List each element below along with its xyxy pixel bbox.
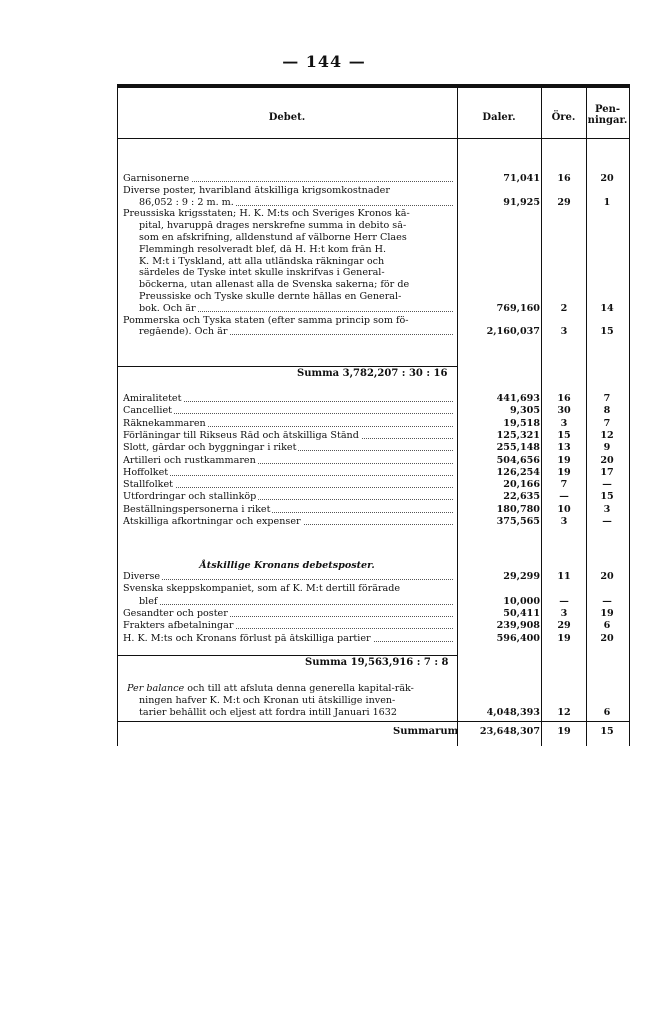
row-daler: 180,780: [496, 503, 540, 515]
balance-text-3: tarier behållit och eljest att fordra intill Januari 1632: [139, 708, 397, 718]
row-ore: 3: [560, 516, 568, 527]
row-label-text: Hoffolket: [123, 467, 169, 478]
leader-dots: [123, 579, 453, 580]
row-label: [139, 268, 453, 278]
row-ore: 3: [560, 607, 568, 619]
row-label-text: Pommerska och Tyska staten (efter samma princip som fö-: [123, 315, 409, 326]
row-daler: 9,305: [509, 405, 540, 417]
table-top-rule: [117, 84, 630, 88]
row-pen: 20: [600, 454, 614, 466]
row-pen: 20: [600, 173, 614, 184]
leader-dots: [123, 475, 453, 476]
row-label: [123, 480, 453, 490]
summa-second: Summa 19,563,916 : 7 : 8: [305, 657, 449, 668]
table-left-rule: [117, 88, 118, 746]
row-pen: 1: [603, 196, 611, 208]
row-label: [123, 505, 453, 515]
row-pen: 17: [600, 466, 614, 478]
row-label-text: Slott, gårdar och byggningar i riket: [123, 443, 297, 454]
balance-penningar: 6: [603, 707, 611, 718]
row-label-text: 86,052 : 9 : 2 m. m.: [139, 197, 234, 208]
row-ore: 19: [557, 466, 571, 478]
summarum-daler: 23,648,307: [479, 726, 540, 737]
row-label: [123, 431, 453, 441]
row-label: [123, 443, 453, 453]
row-label-text: Beställningspersonerna i riket: [123, 504, 271, 515]
row-ore: 2: [560, 302, 568, 314]
row-label-text: H. K. M:ts och Kronans förlust på åtskilliga partier: [123, 633, 371, 644]
row-pen: 20: [600, 632, 614, 644]
row-label-text: Diverse poster, hvaribland åtskilliga krigsomkostnader: [123, 185, 390, 196]
debet-table: [117, 84, 630, 746]
row-label-text: regående). Och är: [139, 327, 228, 338]
row-label: [123, 634, 453, 644]
row-label: [123, 609, 453, 619]
row-daler: 504,656: [496, 454, 540, 466]
header-penningar-2: ningar.: [587, 115, 628, 126]
column-rule-penningar: [586, 88, 587, 746]
row-label: [139, 257, 453, 267]
row-ore: 19: [557, 632, 571, 644]
row-daler: 50,411: [503, 607, 540, 619]
row-ore: 13: [557, 442, 571, 454]
summarum-rule: [117, 721, 630, 722]
summa-second-rule: [117, 655, 457, 656]
row-pen: 7: [603, 417, 611, 429]
row-label-text: Frakters afbetalningar: [123, 621, 234, 632]
row-label-text: Amiralitetet: [123, 394, 182, 404]
balance-daler: 4,048,393: [486, 707, 540, 718]
row-label: [123, 468, 453, 478]
row-daler: 29,299: [503, 571, 540, 582]
header-rule: [117, 138, 630, 139]
row-label-text: blef: [139, 596, 158, 607]
row-label-text: Flemmingh resolveradt blef, då H. H:t kom från H.: [139, 244, 387, 255]
row-label-text: Åtskilliga afkortningar och expenser: [123, 517, 301, 527]
row-label-text: Diverse: [123, 572, 161, 582]
row-label: [123, 209, 453, 219]
summa-first: Summa 3,782,207 : 30 : 16: [297, 368, 448, 379]
row-ore: —: [559, 595, 569, 607]
row-daler: 596,400: [496, 632, 540, 644]
row-label-text: Svenska skeppskompaniet, som af K. M:t dertill förärade: [123, 584, 401, 595]
row-label-text: Räknekammaren: [123, 418, 206, 429]
row-pen: 20: [600, 571, 614, 582]
row-label: [123, 394, 453, 404]
row-pen: —: [602, 479, 612, 491]
row-label: [123, 456, 453, 466]
row-ore: 10: [557, 503, 571, 515]
row-daler: 375,565: [496, 516, 540, 527]
row-daler: 10,000: [503, 595, 540, 607]
row-label-text: bok. Och är: [139, 303, 196, 314]
header-daler: Daler.: [482, 112, 516, 123]
row-ore: 30: [557, 405, 571, 417]
summarum-ore: 19: [557, 726, 571, 737]
row-daler: 20,166: [503, 479, 540, 491]
row-pen: 15: [600, 326, 614, 338]
row-ore: 7: [560, 479, 568, 491]
row-daler: 2,160,037: [486, 326, 540, 338]
row-ore: 19: [557, 454, 571, 466]
row-pen: —: [602, 516, 612, 527]
row-ore: 29: [557, 620, 571, 632]
row-label: [139, 280, 453, 290]
row-label: [139, 198, 453, 208]
row-ore: 11: [557, 571, 571, 582]
row-pen: —: [602, 595, 612, 607]
row-label-text: Garnisonerne: [123, 174, 190, 184]
row-ore: 16: [557, 173, 571, 184]
row-label: [139, 327, 453, 337]
row-pen: 6: [603, 620, 611, 632]
row-label: [139, 304, 453, 314]
row-pen: 14: [600, 302, 614, 314]
row-label: [123, 316, 453, 326]
row-label: [139, 597, 453, 607]
column-rule-ore: [541, 88, 542, 746]
row-label: [139, 221, 453, 231]
summarum-penningar: 15: [600, 726, 614, 737]
row-daler: 441,693: [496, 393, 540, 404]
header-debet: Debet.: [268, 112, 306, 123]
row-label: [139, 245, 453, 255]
row-daler: 239,908: [496, 620, 540, 632]
header-ore: Öre.: [551, 112, 576, 123]
row-label-text: K. M:t i Tyskland, att alla utländska räkningar och: [139, 256, 385, 267]
header-penningar-1: Pen-: [594, 104, 621, 115]
row-ore: —: [559, 491, 569, 503]
balance-italic: Per balance: [127, 684, 185, 694]
subheading-kronans: Åtskillige Kronans debetsposter.: [199, 560, 375, 571]
balance-ore: 12: [557, 707, 571, 718]
row-label: [123, 584, 453, 594]
row-label-text: Stallfolket: [123, 480, 174, 491]
row-daler: 22,635: [503, 491, 540, 503]
row-pen: 9: [603, 442, 611, 454]
row-daler: 126,254: [496, 466, 540, 478]
row-label-text: Förläningar till Rikseus Råd och åtskilliga Stånd: [123, 430, 359, 441]
row-pen: 7: [603, 393, 611, 404]
row-label: [139, 233, 453, 243]
row-ore: 15: [557, 429, 571, 441]
row-pen: 15: [600, 491, 614, 503]
balance-text-1: och till att afsluta denna generella kapital-räk-: [187, 684, 414, 694]
row-label-text: som en afskrifning, alldenstund af välborne Herr Claes: [139, 233, 407, 243]
row-ore: 3: [560, 417, 568, 429]
row-ore: 3: [560, 326, 568, 338]
row-ore: 29: [557, 196, 571, 208]
row-pen: 19: [600, 607, 614, 619]
row-label-text: pital, hvaruppå drages nerskrefne summa in debito så-: [139, 221, 407, 232]
page-number: — 144 —: [282, 52, 366, 71]
row-label: [123, 517, 453, 527]
column-rule-daler: [457, 88, 458, 746]
leader-dots: [139, 604, 453, 605]
row-label: [123, 572, 453, 582]
row-label: [123, 174, 453, 184]
row-label: [123, 406, 453, 416]
summarum-label: Summarum: [393, 727, 459, 737]
row-daler: 255,148: [496, 442, 540, 454]
row-label: [123, 621, 453, 631]
row-daler: 769,160: [496, 302, 540, 314]
row-daler: 91,925: [503, 196, 540, 208]
row-ore: 16: [557, 393, 571, 404]
row-daler: 71,041: [503, 173, 540, 184]
row-label-text: Gesandter och poster: [123, 608, 228, 619]
row-label-text: Cancelliet: [123, 406, 173, 417]
row-label: [139, 292, 453, 302]
row-label: [123, 186, 453, 196]
row-label-text: böckerna, utan allenast alla de Svenska sakerna; för de: [139, 280, 410, 291]
row-label: [123, 492, 453, 502]
row-label-text: särdeles de Tyske intet skulle inskrifvas i General-: [139, 268, 385, 279]
row-pen: 3: [603, 503, 611, 515]
row-daler: 125,321: [496, 429, 540, 441]
row-pen: 12: [600, 429, 614, 441]
row-label-text: Utfordringar och stallinköp: [123, 492, 257, 503]
row-label-text: Preussiska krigsstaten; H. K. M:ts och Sveriges Kronos kå-: [123, 209, 410, 220]
row-label-text: Artilleri och rustkammaren: [123, 455, 256, 466]
balance-text-2: ningen hafver K. M:t och Kronan uti åtskillige inven-: [139, 696, 396, 706]
row-label: [123, 419, 453, 429]
row-daler: 19,518: [503, 417, 540, 429]
row-label-text: Preussiske och Tyske skulle dernte hållas en General-: [139, 292, 402, 302]
row-pen: 8: [603, 405, 611, 417]
summa-first-rule: [117, 366, 457, 367]
table-right-rule: [629, 88, 630, 746]
